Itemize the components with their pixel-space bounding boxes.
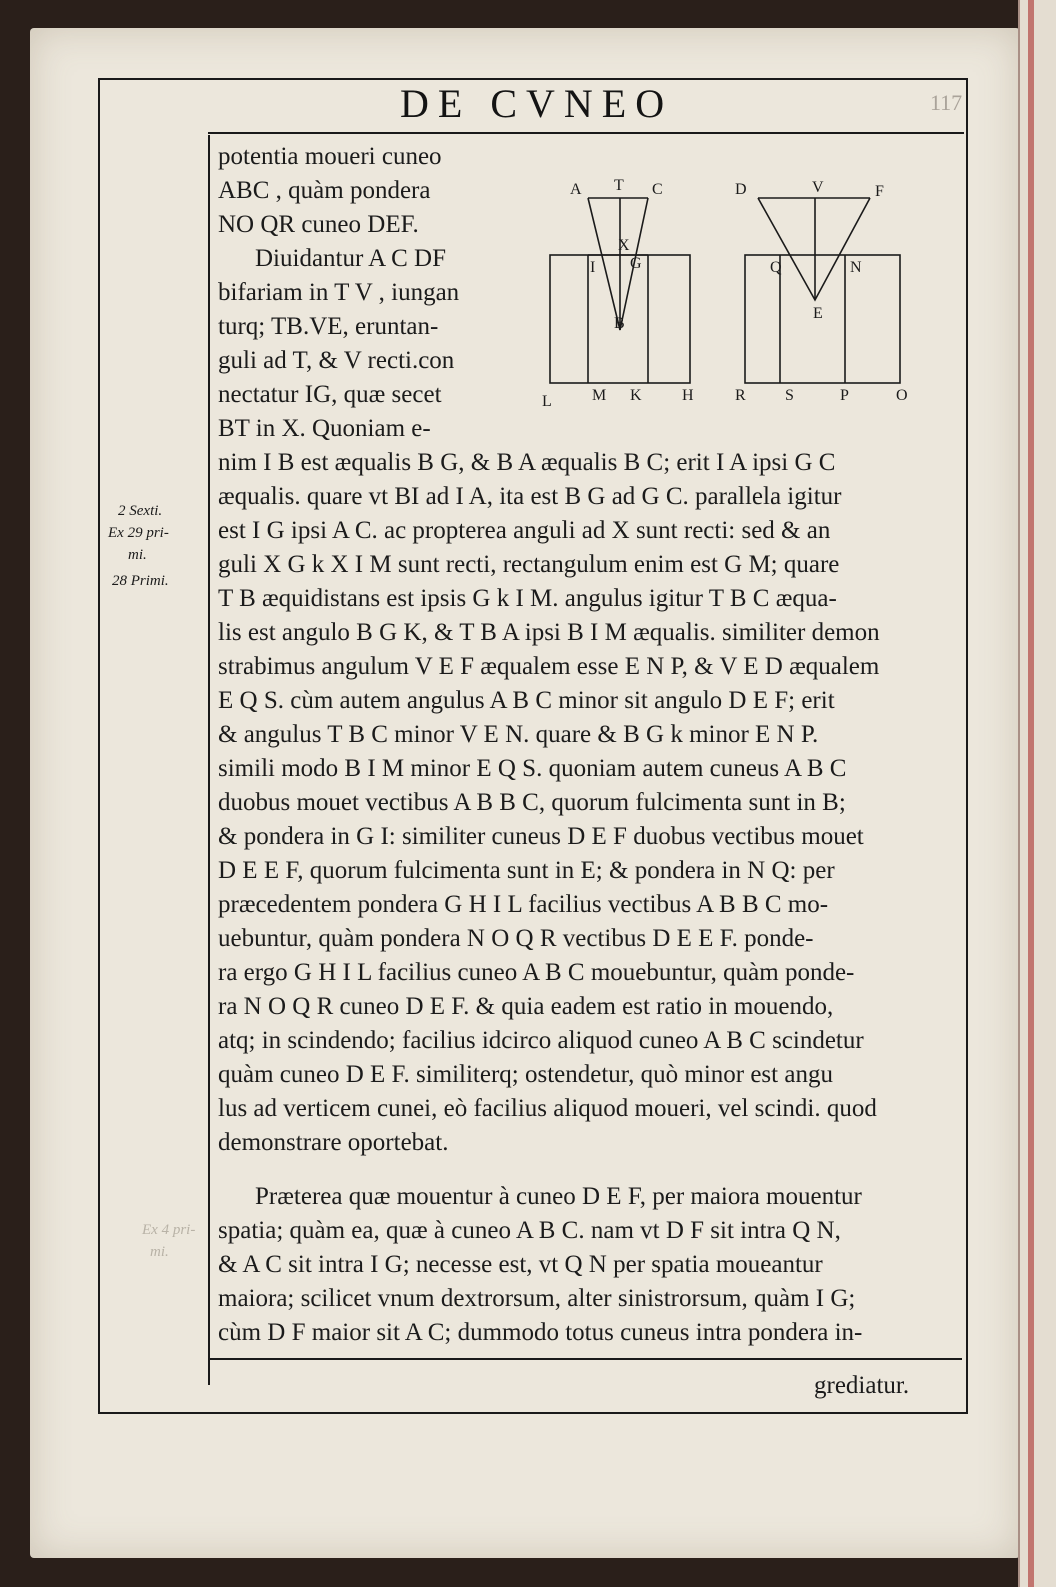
text-line: ra ergo G H I L facilius cuneo A B C mouebuntur, quàm ponde- — [218, 959, 855, 986]
marginal-note: 2 Sexti. — [118, 503, 163, 519]
marginal-note: mi. — [128, 547, 147, 563]
text-line: BT in X. Quoniam e- — [218, 415, 431, 442]
text-line: duobus mouet vectibus A B B C, quorum fulcimenta sunt in B; — [218, 789, 846, 816]
figure-label: X — [618, 237, 630, 254]
catchword: grediatur. — [814, 1372, 910, 1399]
figure-label: R — [735, 387, 746, 404]
text-line: bifariam in T V , iungan — [218, 279, 460, 306]
text-line: Præterea quæ mouentur à cuneo D E F, per maiora mouentur — [255, 1183, 862, 1210]
text-line: atq; in scindendo; facilius idcirco aliquod cuneo A B C scindetur — [218, 1027, 864, 1054]
text-line: æqualis. quare vt BI ad I A, ita est B G ad G C. parallela igitur — [218, 483, 842, 510]
text-line: strabimus angulum V E F æqualem esse E N P, & V E D æqualem — [218, 653, 880, 680]
text-line: demonstrare oportebat. — [218, 1129, 449, 1156]
text-line: lis est angulo B G K, & T B A ipsi B I M æqualis. similiter demon — [218, 619, 880, 646]
next-page-edge — [1018, 0, 1056, 1587]
wedge-figure — [530, 170, 930, 415]
text-line: nectatur IG, quæ secet — [218, 381, 442, 408]
figure-label: N — [850, 259, 862, 276]
text-line: T B æquidistans est ipsis G k I M. angulus igitur T B C æqua- — [218, 585, 837, 612]
figure-label: C — [652, 181, 663, 198]
text-line: turq; TB.VE, eruntan- — [218, 313, 439, 340]
figure-label: L — [542, 393, 552, 410]
marginal-note-faint: Ex 4 pri- — [142, 1222, 196, 1238]
text-line: & A C sit intra I G; necesse est, vt Q N per spatia moueantur — [218, 1251, 823, 1278]
figure-label: I — [590, 259, 596, 276]
text-line: Diuidantur A C DF — [255, 245, 446, 272]
text-line: lus ad verticem cunei, eò facilius aliquod moueri, vel scindi. quod — [218, 1095, 877, 1122]
text-line: E Q S. cùm autem angulus A B C minor sit angulo D E F; erit — [218, 687, 835, 714]
figure-label: T — [614, 177, 624, 194]
page-title: DE CVNEO — [400, 81, 674, 126]
margin-rule — [208, 135, 210, 1385]
figure-label: M — [592, 387, 607, 404]
page-number: 117 — [930, 90, 963, 115]
text-line: præcedentem pondera G H I L facilius vectibus A B B C mo- — [218, 891, 829, 918]
figure-label: K — [630, 387, 642, 404]
text-line: simili modo B I M minor E Q S. quoniam autem cuneus A B C — [218, 755, 847, 782]
text-line: guli X G k X I M sunt recti, rectangulum enim est G M; quare — [218, 551, 840, 578]
figure-label: V — [812, 179, 824, 196]
marginal-note: Ex 29 pri- — [108, 525, 169, 541]
text-line: D E E F, quorum fulcimenta sunt in E; & pondera in N Q: per — [218, 857, 835, 884]
text-line: & pondera in G I: similiter cuneus D E F duobus vectibus mouet — [218, 823, 864, 850]
figure-label: G — [630, 255, 642, 272]
text-line: nim I B est æqualis B G, & B A æqualis B C; erit I A ipsi G C — [218, 449, 836, 476]
text-line: potentia moueri cuneo — [218, 143, 442, 170]
text-line: & angulus T B C minor V E N. quare & B G k minor E N P. — [218, 721, 819, 748]
text-line: guli ad T, & V recti.con — [218, 347, 455, 374]
figure-label: E — [813, 305, 823, 322]
figure-label: O — [896, 387, 908, 404]
marginal-note-faint: mi. — [150, 1244, 169, 1260]
text-line: spatia; quàm ea, quæ à cuneo A B C. nam vt D F sit intra Q N, — [218, 1217, 841, 1244]
text-line: NO QR cuneo DEF. — [218, 211, 419, 238]
wedge-def — [758, 198, 870, 300]
figure-label: Q — [770, 259, 782, 276]
text-line: cùm D F maior sit A C; dummodo totus cuneus intra pondera in- — [218, 1319, 863, 1346]
figure-label: P — [840, 387, 849, 404]
text-line: uebuntur, quàm pondera N O Q R vectibus D E E F. ponde- — [218, 925, 814, 952]
text-line: ra N O Q R cuneo D E F. & quia eadem est ratio in mouendo, — [218, 993, 834, 1020]
figure-label: A — [570, 181, 582, 198]
marginal-note: 28 Primi. — [112, 573, 169, 589]
text-line: est I G ipsi A C. ac propterea anguli ad X sunt recti: sed & an — [218, 517, 831, 544]
header-rule — [208, 132, 964, 134]
figure-label: B — [614, 315, 625, 332]
text-line: quàm cuneo D E F. similiterq; ostendetur, quò minor est angu — [218, 1061, 833, 1088]
figure-label: D — [735, 181, 747, 198]
text-line: ABC , quàm pondera — [218, 177, 431, 204]
figure-label: S — [785, 387, 794, 404]
footer-rule — [210, 1358, 962, 1360]
figure-label: H — [682, 387, 694, 404]
figure-label: F — [875, 183, 884, 200]
text-line: maiora; scilicet vnum dextrorsum, alter sinistrorsum, quàm I G; — [218, 1285, 856, 1312]
